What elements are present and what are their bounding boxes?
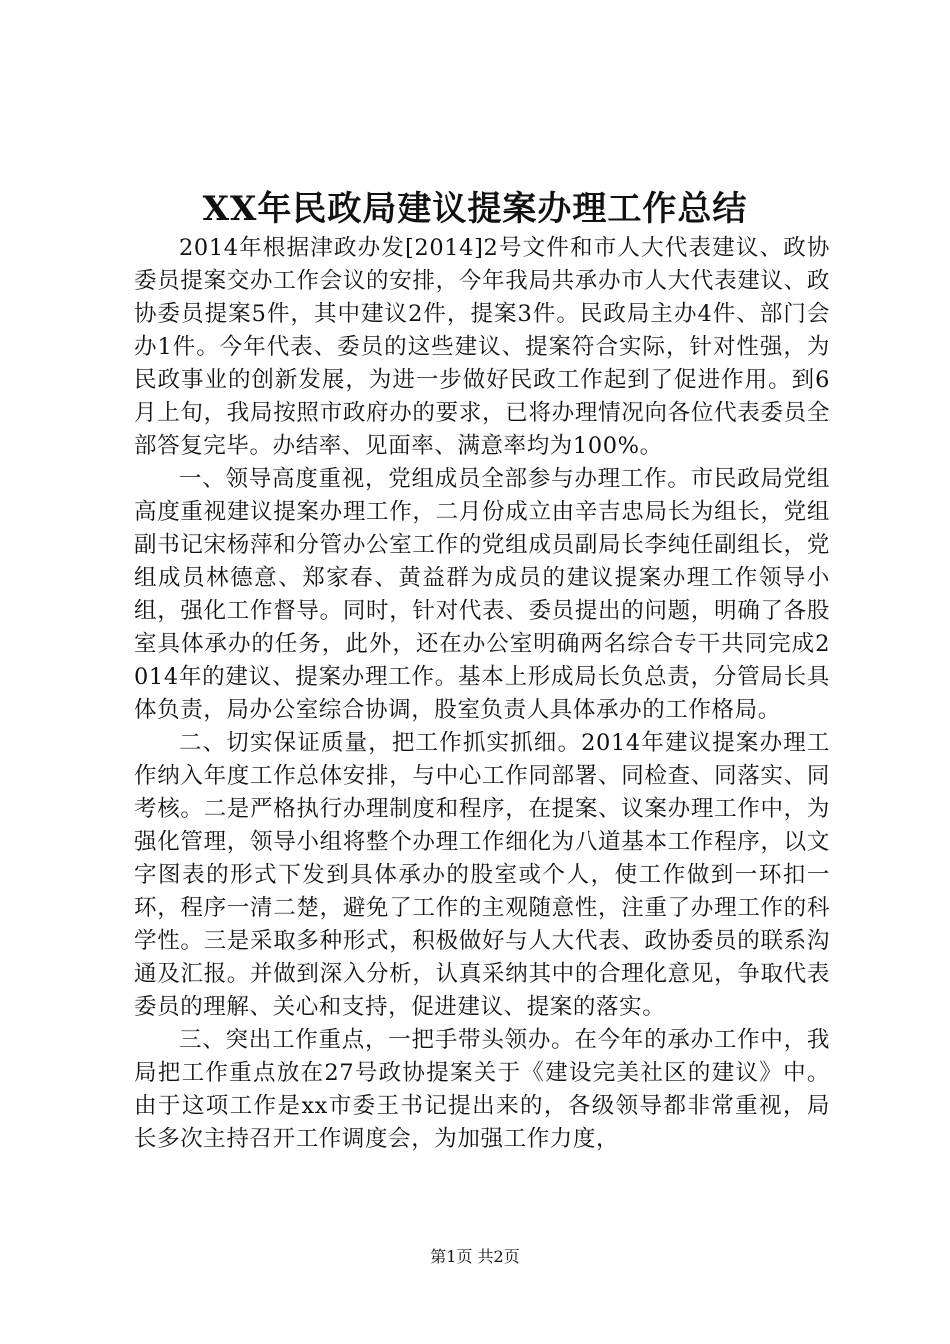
paragraph-section-1: 一、领导高度重视，党组成员全部参与办理工作。市民政局党组高度重视建议提案办理工作，二月份成立由辛吉忠局长为组长，党组副书记宋杨萍和分管办公室工作的党组成员副局长李纯任副组长，党组成员林德意、郑家春、黄益群为成员的建议提案办理工作领导小组，强化工作督导。同时，针对代表、委员提出的问题，明确了各股室具体承办的任务，此外，还在办公室明确两名综合专干共同完成2014年的建议、提案办理工作。基本上形成局长负总责，分管局长具体负责，局办公室综合协调，股室负责人具体承办的工作格局。	[134, 466, 830, 723]
document-title: XX年民政局建议提案办理工作总结	[202, 189, 748, 229]
page-footer: 第1页 共2页	[430, 1247, 520, 1266]
document-body	[134, 232, 830, 1156]
paragraph-section-3: 三、突出工作重点，一把手带头领办。在今年的承办工作中，我局把工作重点放在27号政协提案关于《建设完美社区的建议》中。由于这项工作是xx市委王书记提出来的，各级领导都非常重视，局长多次主持召开工作调度会，为加强工作力度，	[134, 1027, 830, 1152]
paragraph-section-2: 二、切实保证质量，把工作抓实抓细。2014年建议提案办理工作纳入年度工作总体安排，与中心工作同部署、同检查、同落实、同考核。二是严格执行办理制度和程序，在提案、议案办理工作中，为强化管理，领导小组将整个办理工作细化为八道基本工作程序，以文字图表的形式下发到具体承办的股室或个人，使工作做到一环扣一环，程序一清二楚，避免了工作的主观随意性，注重了办理工作的科学性。三是采取多种形式，积极做好与人大代表、政协委员的联系沟通及汇报。并做到深入分析，认真采纳其中的合理化意见，争取代表委员的理解、关心和支持，促进建议、提案的落实。	[134, 730, 830, 1020]
paragraph-intro: 2014年根据津政办发[2014]2号文件和市人大代表建议、政协委员提案交办工作会议的安排，今年我局共承办市人大代表建议、政协委员提案5件，其中建议2件，提案3件。民政局主办4件、部门会办1件。今年代表、委员的这些建议、提案符合实际，针对性强，为民政事业的创新发展，为进一步做好民政工作起到了促进作用。到6月上旬，我局按照市政府办的要求，已将办理情况向各位代表委员全部答复完毕。办结率、见面率、满意率均为100%。	[134, 235, 830, 459]
